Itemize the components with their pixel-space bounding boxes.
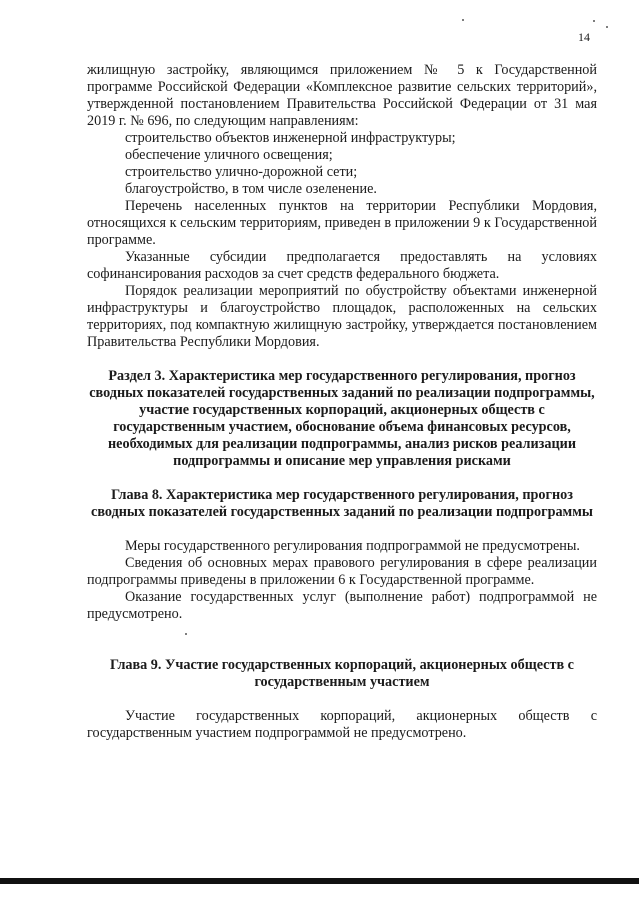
subsidies-paragraph: Указанные субсидии предполагается предоставлять на условиях софинансирования расходов за счет средств федерального бюджета. (87, 249, 597, 282)
scan-speck (462, 19, 464, 21)
direction-item: благоустройство, в том числе озеленение. (125, 181, 377, 197)
chapter-8-body (87, 538, 597, 623)
chapter-8-paragraph: Меры государственного регулирования подпрограммой не предусмотрены. (125, 538, 580, 554)
settlements-paragraph: Перечень населенных пунктов на территории Республики Мордовия, относящихся к сельским территориям, приведен в приложении 9 к Государственной программе. (87, 198, 597, 248)
chapter-8-heading: Глава 8. Характеристика мер государственного регулирования, прогноз сводных показателей государственных заданий по реализации подпрограммы (91, 487, 593, 520)
scan-speck (593, 20, 595, 22)
chapter-8-paragraph: Сведения об основных мерах правового регулирования в сфере реализации подпрограммы приведены в приложении 6 к Государственной программе. (87, 555, 597, 588)
page-number: 14 (578, 30, 590, 44)
chapter-8-paragraph: Оказание государственных услуг (выполнение работ) подпрограммой не предусмотрено. (87, 589, 597, 622)
document-body (87, 62, 597, 742)
procedure-paragraph: Порядок реализации мероприятий по обустройству объектами инженерной инфраструктуры и благоустройство площадок, расположенных на сельских территориях, под компактную жилищную застройку, утверждается постановлением Правительства Республики Мордовия. (87, 283, 597, 350)
section-3-heading: Раздел 3. Характеристика мер государственного регулирования, прогноз сводных показателей государственных заданий по реализации подпрограммы, участие государственных корпораций, акционерных обществ с государственным участием, обоснование объема финансовых ресурсов, необходимых для реализации подпрограммы, анализ рисков реализации подпрограммы и описание мер управления рисками (89, 368, 595, 469)
chapter-9-heading: Глава 9. Участие государственных корпораций, акционерных обществ с государственным участием (110, 657, 574, 690)
chapter-9-paragraph: Участие государственных корпораций, акционерных обществ с государственным участием подпрограммой не предусмотрено. (87, 708, 597, 741)
direction-item: строительство улично-дорожной сети; (125, 164, 358, 180)
directions-list (87, 130, 597, 198)
chapter-9-body (87, 708, 597, 742)
scan-bottom-border (0, 878, 639, 884)
direction-item: строительство объектов инженерной инфраструктуры; (125, 130, 456, 146)
direction-item: обеспечение уличного освещения; (125, 147, 333, 163)
scan-speck (606, 26, 608, 28)
intro-paragraph: жилищную застройку, являющимся приложением № 5 к Государственной программе Российской Федерации «Комплексное развитие сельских территорий», утвержденной постановлением Правительства Российской Федерации от 31 мая 2019 г. № 696, по следующим направлениям: (87, 62, 597, 129)
